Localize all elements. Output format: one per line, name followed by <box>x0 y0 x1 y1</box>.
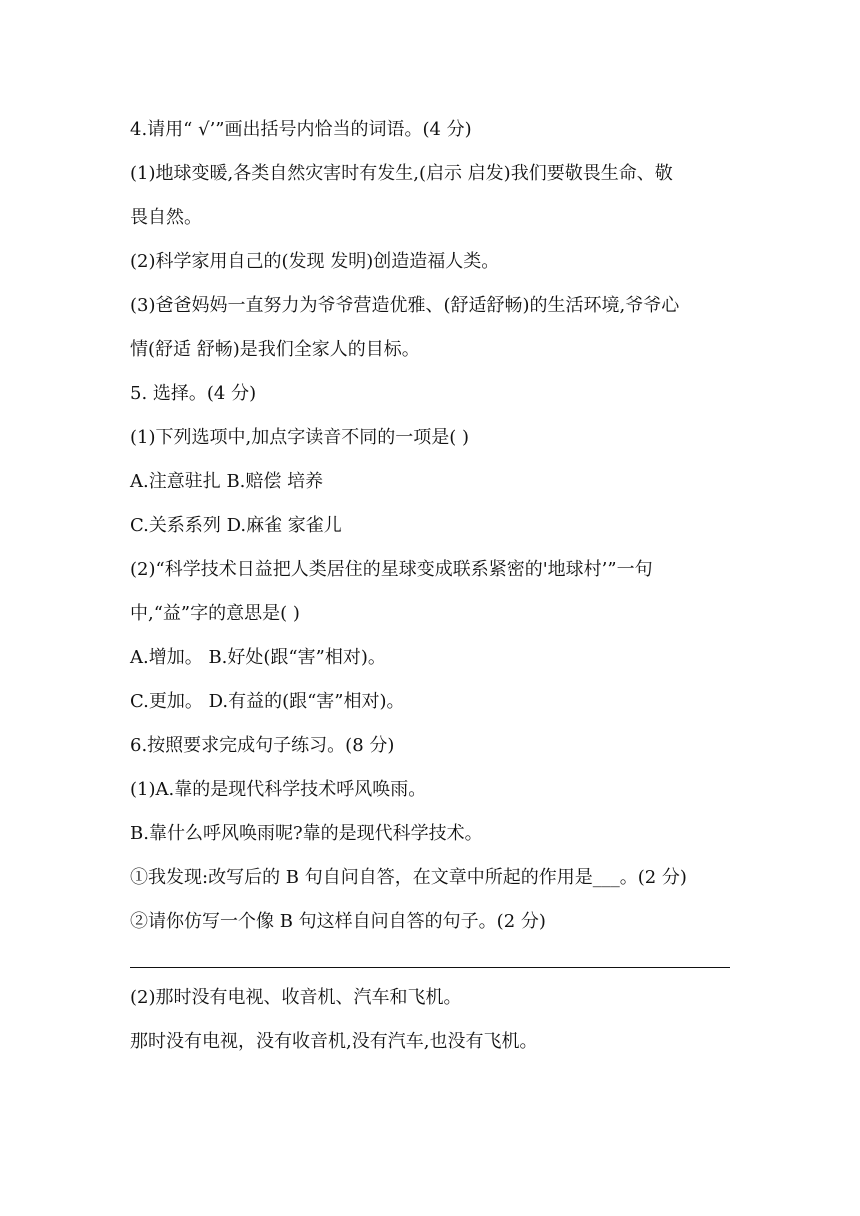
q5-item1-options-ab: A.注意驻扎 B.赔偿 培养 <box>130 471 324 492</box>
q6-item1-sentence-a: (1)A.靠的是现代科学技术呼风唤雨。 <box>130 779 427 800</box>
q6-item1-sentence-b: B.靠什么呼风唤雨呢?靠的是现代科学技术。 <box>130 823 483 844</box>
answer-line[interactable] <box>130 967 730 968</box>
q5-item2-options-cd: C.更加。 D.有益的(跟“害”相对)。 <box>130 691 405 712</box>
q5-item1-stem: (1)下列选项中,加点字读音不同的一项是( ) <box>130 427 469 448</box>
q5-item2-stem-line1: (2)“科学技术日益把人类居住的星球变成联系紧密的'地球村’”一句 <box>130 559 653 580</box>
q4-item1-line1: (1)地球变暖,各类自然灾害时有发生,(启示 启发)我们要敬畏生命、敬 <box>130 163 673 184</box>
q6-item2-sentence-a: (2)那时没有电视、收音机、汽车和飞机。 <box>130 987 462 1008</box>
q5-item2-stem-line2: 中,“益”字的意思是( ) <box>130 603 300 624</box>
q6-title: 6.按照要求完成句子练习。(8 分) <box>130 735 395 756</box>
q5-item2-options-ab: A.增加。 B.好处(跟“害”相对)。 <box>130 647 386 668</box>
q6-item1-sub2: ②请你仿写一个像 B 句这样自问自答的句子。(2 分) <box>130 911 546 932</box>
q4-title: 4.请用“ √’”画出括号内恰当的词语。(4 分) <box>130 119 472 140</box>
q4-item3-line2: 情(舒适 舒畅)是我们全家人的目标。 <box>130 339 420 360</box>
q4-item1-line2: 畏自然。 <box>130 207 202 228</box>
q6-item1-sub1: ①我发现:改写后的 B 句自问自答，在文章中所起的作用是___。(2 分) <box>130 867 687 888</box>
q4-item3-line1: (3)爸爸妈妈一直努力为爷爷营造优雅、(舒适舒畅)的生活环境,爷爷心 <box>130 295 680 316</box>
q5-item1-options-cd: C.关系系列 D.麻雀 家雀儿 <box>130 515 342 536</box>
q4-item2: (2)科学家用自己的(发现 发明)创造造福人类。 <box>130 251 500 272</box>
exercise-page <box>130 108 730 1064</box>
q6-item2-sentence-b: 那时没有电视，没有收音机,没有汽车,也没有飞机。 <box>130 1031 538 1052</box>
q5-title: 5. 选择。(4 分) <box>130 383 257 404</box>
